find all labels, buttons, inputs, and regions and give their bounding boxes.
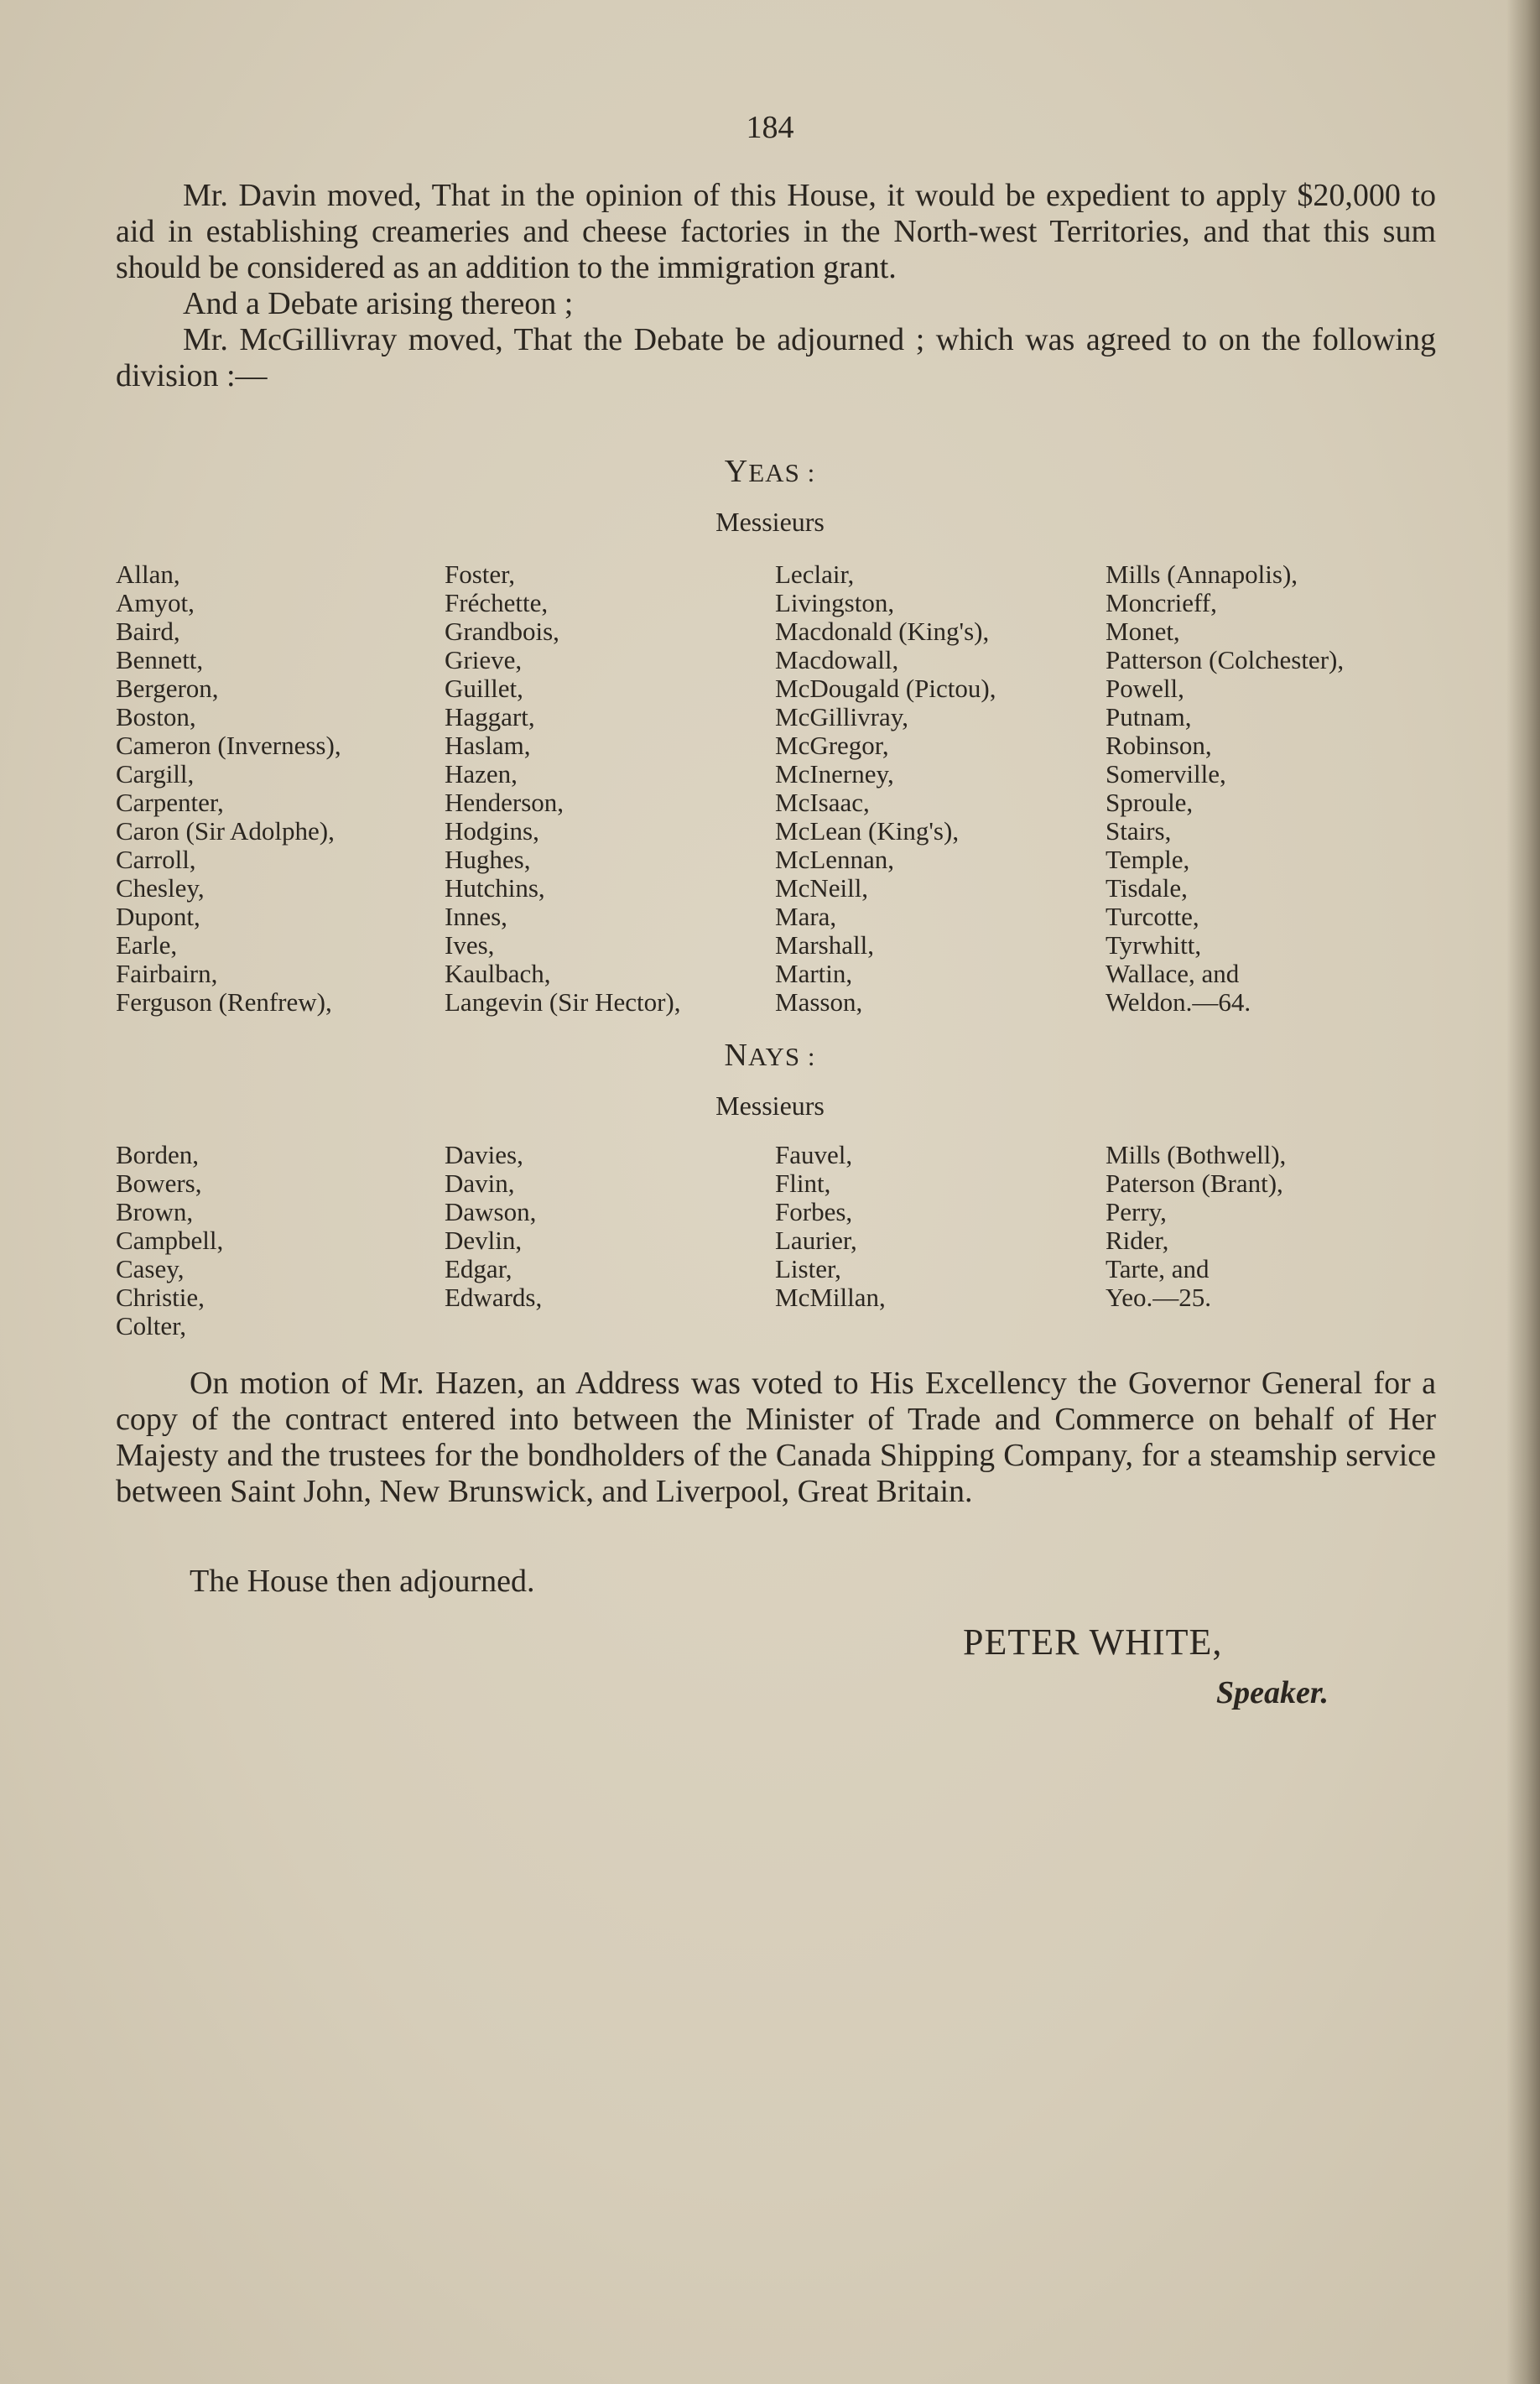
speaker-name: PETER WHITE, — [963, 1621, 1223, 1663]
member-name: Leclair, — [775, 560, 855, 589]
nays-column-2 — [445, 1141, 542, 1312]
member-name: Brown, — [116, 1197, 194, 1226]
member-name: Fauvel, — [775, 1140, 853, 1169]
member-name: Tarte, and — [1106, 1254, 1210, 1283]
adjourned-paragraph: The House then adjourned. — [190, 1564, 535, 1599]
nays-heading — [0, 1037, 1540, 1074]
nays-subheading: Messieurs — [715, 1090, 825, 1121]
speaker-title: Speaker. — [1216, 1675, 1329, 1710]
member-name: Campbell, — [116, 1226, 224, 1255]
member-name: Casey, — [116, 1254, 185, 1283]
member-name: Patterson (Colchester), — [1106, 645, 1345, 674]
member-name: Tisdale, — [1106, 873, 1188, 903]
member-name: Yeo.—25. — [1106, 1283, 1212, 1312]
member-name: Haslam, — [445, 731, 531, 760]
member-name: Foster, — [445, 560, 516, 589]
member-name: Sproule, — [1106, 788, 1194, 817]
member-name: Langevin (Sir Hector), — [445, 987, 681, 1017]
member-name: Henderson, — [445, 788, 564, 817]
debate-arising-paragraph: And a Debate arising thereon ; — [183, 286, 574, 321]
member-name: Kaulbach, — [445, 959, 551, 988]
member-name: Grandbois, — [445, 617, 559, 646]
member-name: Ives, — [445, 930, 495, 960]
yeas-heading-initial: Y — [724, 454, 749, 489]
member-name: Rider, — [1106, 1226, 1169, 1255]
page-number: 184 — [746, 110, 794, 145]
member-name: Marshall, — [775, 930, 874, 960]
member-name: Mills (Annapolis), — [1106, 560, 1298, 589]
member-name: Boston, — [116, 702, 196, 731]
member-name: Turcotte, — [1106, 902, 1199, 931]
member-name: Haggart, — [445, 702, 535, 731]
member-name: Borden, — [116, 1140, 200, 1169]
member-name: McGregor, — [775, 731, 889, 760]
yeas-column-4 — [1106, 560, 1344, 1017]
member-name: McLennan, — [775, 845, 895, 874]
member-name: Christie, — [116, 1283, 205, 1312]
member-name: Stairs, — [1106, 816, 1172, 846]
yeas-column-2 — [445, 560, 680, 1017]
member-name: Temple, — [1106, 845, 1190, 874]
member-name: Macdowall, — [775, 645, 899, 674]
member-name: Hutchins, — [445, 873, 545, 903]
member-name: Martin, — [775, 959, 853, 988]
member-name: Hughes, — [445, 845, 531, 874]
member-name: Putnam, — [1106, 702, 1192, 731]
member-name: Devlin, — [445, 1226, 523, 1255]
member-name: Bennett, — [116, 645, 204, 674]
member-name: Dupont, — [116, 902, 200, 931]
member-name: Fréchette, — [445, 588, 549, 617]
member-name: Guillet, — [445, 674, 523, 703]
nays-column-3 — [775, 1141, 886, 1312]
member-name: Moncrieff, — [1106, 588, 1217, 617]
member-name: Masson, — [775, 987, 863, 1017]
member-name: McDougald (Pictou), — [775, 674, 996, 703]
yeas-heading — [0, 453, 1540, 490]
member-name: Grieve, — [445, 645, 523, 674]
member-name: Amyot, — [116, 588, 195, 617]
yeas-column-3 — [775, 560, 996, 1017]
member-name: Cameron (Inverness), — [116, 731, 341, 760]
member-name: Carpenter, — [116, 788, 224, 817]
member-name: Macdonald (King's), — [775, 617, 990, 646]
member-name: Chesley, — [116, 873, 205, 903]
member-name: McIsaac, — [775, 788, 870, 817]
member-name: McMillan, — [775, 1283, 886, 1312]
member-name: Carroll, — [116, 845, 196, 874]
page-edge-shadow — [1506, 0, 1540, 2384]
davin-motion-paragraph: Mr. Davin moved, That in the opinion of this House, it would be expedient to apply $20,000 to aid in establishing creameries and cheese factories in the North-west Territories, and that this sum should be considered as an addition to the immigration grant. — [116, 178, 1436, 285]
member-name: Earle, — [116, 930, 178, 960]
member-name: Mills (Bothwell), — [1106, 1140, 1287, 1169]
member-name: Lister, — [775, 1254, 841, 1283]
member-name: Bergeron, — [116, 674, 219, 703]
member-name: Cargill, — [116, 759, 195, 789]
member-name: Davin, — [445, 1169, 515, 1198]
member-name: Hazen, — [445, 759, 518, 789]
member-name: Powell, — [1106, 674, 1184, 703]
member-name: Robinson, — [1106, 731, 1212, 760]
yeas-column-1 — [116, 560, 341, 1017]
member-name: Baird, — [116, 617, 180, 646]
member-name: McLean (King's), — [775, 816, 960, 846]
member-name: Allan, — [116, 560, 180, 589]
member-name: Tyrwhitt, — [1106, 930, 1202, 960]
member-name: Caron (Sir Adolphe), — [116, 816, 335, 846]
member-name: Fairbairn, — [116, 959, 218, 988]
member-name: Monet, — [1106, 617, 1180, 646]
yeas-subheading: Messieurs — [715, 507, 825, 537]
member-name: Hodgins, — [445, 816, 539, 846]
member-name: McNeill, — [775, 873, 869, 903]
member-name: Somerville, — [1106, 759, 1226, 789]
member-name: Perry, — [1106, 1197, 1167, 1226]
member-name: Dawson, — [445, 1197, 537, 1226]
address-paragraph: On motion of Mr. Hazen, an Address was voted to His Excellency the Governor General for a copy of the contract entered into between the Minister of Trade and Commerce on behalf of Her Majesty and the trustees for the bondholders of the Canada Shipping Company, for a steamship service between Saint John, New Brunswick, and Liverpool, Great Britain. — [116, 1366, 1436, 1509]
nays-column-1 — [116, 1141, 223, 1340]
motion-text — [116, 178, 1436, 394]
member-name: Forbes, — [775, 1197, 853, 1226]
member-name: Edgar, — [445, 1254, 512, 1283]
nays-heading-initial: N — [724, 1038, 748, 1073]
member-name: Weldon.—64. — [1106, 987, 1251, 1017]
member-name: McInerney, — [775, 759, 894, 789]
address-text — [116, 1366, 1436, 1510]
member-name: Davies, — [445, 1140, 523, 1169]
yeas-heading-rest: EAS : — [748, 458, 816, 487]
member-name: Innes, — [445, 902, 507, 931]
adjourned-text — [116, 1564, 1436, 1600]
member-name: McGillivray, — [775, 702, 908, 731]
member-name: Paterson (Brant), — [1106, 1169, 1283, 1198]
member-name: Livingston, — [775, 588, 895, 617]
member-name: Mara, — [775, 902, 837, 931]
member-name: Colter, — [116, 1311, 186, 1340]
member-name: Wallace, and — [1106, 959, 1240, 988]
nays-column-4 — [1106, 1141, 1286, 1312]
member-name: Laurier, — [775, 1226, 857, 1255]
member-name: Ferguson (Renfrew), — [116, 987, 332, 1017]
member-name: Flint, — [775, 1169, 831, 1198]
member-name: Edwards, — [445, 1283, 543, 1312]
adjournment-motion-paragraph: Mr. McGillivray moved, That the Debate be adjourned ; which was agreed to on the following division :— — [116, 322, 1436, 393]
member-name: Bowers, — [116, 1169, 202, 1198]
nays-heading-rest: AYS : — [747, 1042, 816, 1071]
